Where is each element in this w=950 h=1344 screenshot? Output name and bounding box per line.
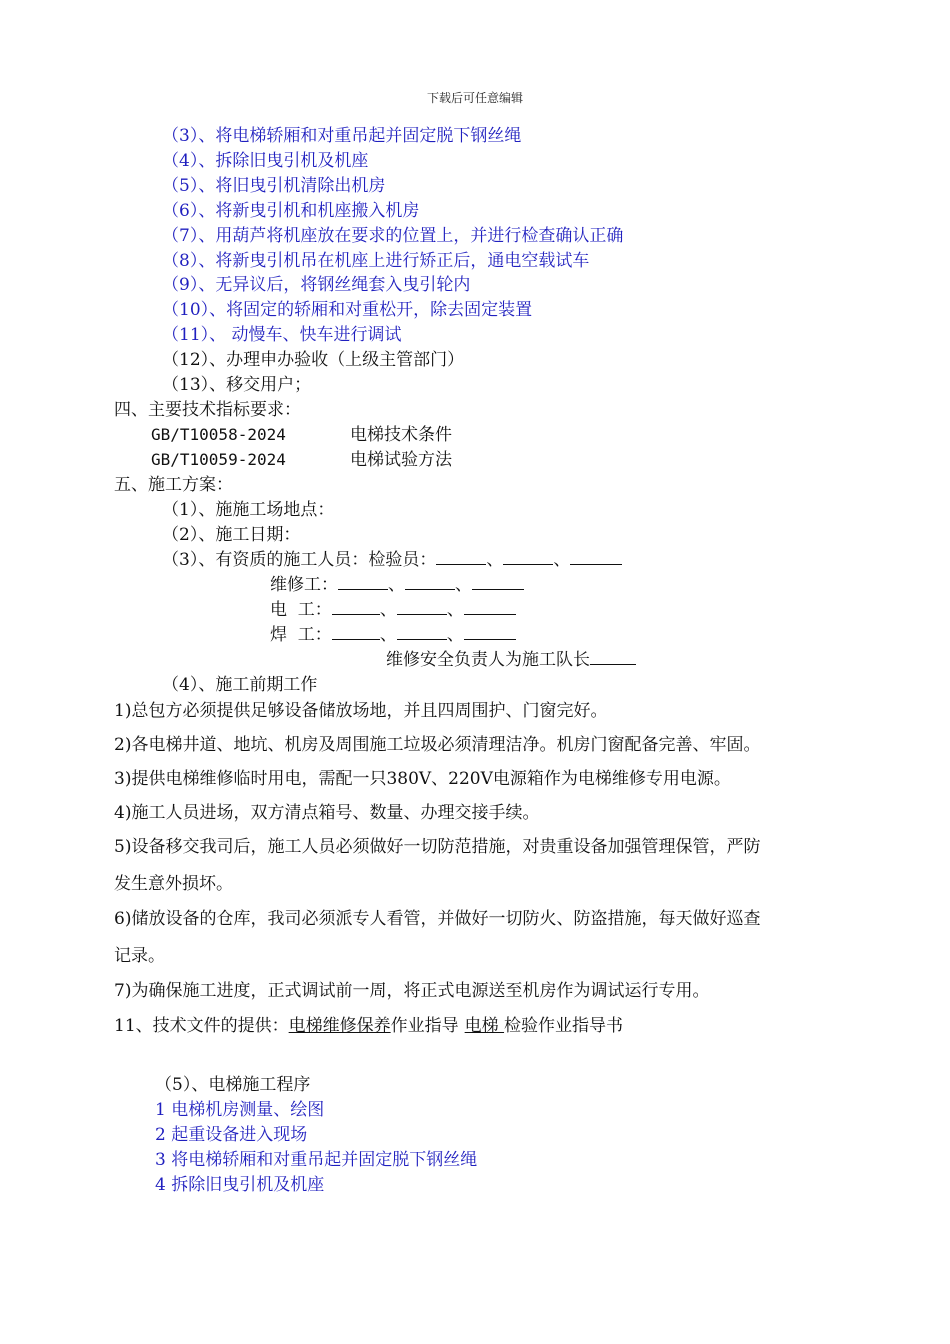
separator: 、 xyxy=(486,550,504,570)
separator: 、 xyxy=(388,575,405,595)
paragraph: 2)各电梯井道、地坑、机房及周围施工垃圾必须清理洁净。机房门窗配备完善、牢固。 xyxy=(114,735,761,755)
procedure-step: 2 起重设备进入现场 xyxy=(155,1125,308,1145)
step-line: （5）、将旧曳引机清除出机房 xyxy=(162,176,386,196)
procedure-step: 4 拆除旧曳引机及机座 xyxy=(155,1175,325,1195)
paragraph: 7)为确保施工进度，正式调试前一周，将正式电源送至机房作为调试运行专用。 xyxy=(114,981,710,1001)
inspector-blank xyxy=(503,550,553,565)
standard-code: GB/T10059-2024 xyxy=(151,450,286,469)
electric-blank xyxy=(464,600,516,615)
step-line: （6）、将新曳引机和机座搬入机房 xyxy=(162,201,420,221)
separator: 、 xyxy=(446,625,464,645)
tech-docs-suffix: 检验作业指导书 xyxy=(504,1016,624,1036)
electric-blank xyxy=(332,600,380,615)
step-line: （10）、将固定的轿厢和对重松开，除去固定装置 xyxy=(162,300,533,320)
plan-item: （2）、施工日期： xyxy=(162,525,301,545)
safety-label: 维修安全负责人为施工队长 xyxy=(386,650,590,670)
repair-blank xyxy=(472,575,524,590)
separator: 、 xyxy=(455,575,472,595)
repair-label: 维修工： xyxy=(270,575,338,595)
weld-label: 焊 工： xyxy=(270,625,332,645)
paragraph: 发生意外损坏。 xyxy=(114,874,233,894)
step-line: （3）、将电梯轿厢和对重吊起并固定脱下钢丝绳 xyxy=(162,126,522,146)
paragraph: 1)总包方必须提供足够设备储放场地，并且四周围护、门窗完好。 xyxy=(114,701,608,721)
repair-blank xyxy=(338,575,388,590)
weld-blank xyxy=(397,625,447,640)
step-line: （13）、移交用户； xyxy=(162,375,312,395)
plan-item: （5）、电梯施工程序 xyxy=(155,1075,311,1095)
step-line: （11）、 动慢车、快车进行调试 xyxy=(162,325,402,345)
safety-blank xyxy=(590,650,636,665)
personnel-repair-row xyxy=(270,574,524,596)
procedure-step: 1 电梯机房测量、绘图 xyxy=(155,1100,325,1120)
electric-label: 电 工： xyxy=(270,600,332,620)
plan-item: （4）、施工前期工作 xyxy=(162,675,318,695)
repair-blank xyxy=(405,575,455,590)
step-line: （4）、拆除旧曳引机及机座 xyxy=(162,151,369,171)
separator: 、 xyxy=(553,550,571,570)
step-line: （12）、办理申办验收（上级主管部门） xyxy=(162,350,465,370)
weld-blank xyxy=(332,625,380,640)
step-line: （9）、无异议后，将钢丝绳套入曳引轮内 xyxy=(162,275,471,295)
electric-blank xyxy=(397,600,447,615)
procedure-step: 3 将电梯轿厢和对重吊起并固定脱下钢丝绳 xyxy=(155,1150,478,1170)
paragraph: 4)施工人员进场，双方清点箱号、数量、办理交接手续。 xyxy=(114,803,540,823)
section-heading: 五、施工方案： xyxy=(114,475,233,495)
section-heading: 四、主要技术指标要求： xyxy=(114,400,301,420)
elevator-doc-link[interactable]: 电梯 xyxy=(464,1016,505,1036)
step-line: （8）、将新曳引机吊在机座上进行矫正后，通电空载试车 xyxy=(162,251,590,271)
standard-name: 电梯试验方法 xyxy=(350,450,452,470)
personnel-electric-row xyxy=(270,599,516,621)
safety-officer-row xyxy=(386,649,636,671)
tech-docs-prefix: 11、技术文件的提供： xyxy=(114,1016,289,1036)
page-header: 下载后可任意编辑 xyxy=(426,91,523,105)
inspector-blank xyxy=(436,550,486,565)
standard-name: 电梯技术条件 xyxy=(350,425,452,445)
separator: 、 xyxy=(379,625,397,645)
personnel-inspector-row xyxy=(162,549,622,571)
separator: 、 xyxy=(379,600,397,620)
inspector-label: （3）、有资质的施工人员：检验员： xyxy=(162,550,437,570)
maintenance-doc-link[interactable]: 电梯维修保养 xyxy=(288,1016,391,1036)
weld-blank xyxy=(464,625,516,640)
tech-docs-line xyxy=(114,1015,623,1037)
inspector-blank xyxy=(570,550,622,565)
paragraph: 6)储放设备的仓库，我司必须派专人看管，并做好一切防火、防盗措施，每天做好巡查 xyxy=(114,909,761,929)
plan-item: （1）、施施工场地点： xyxy=(162,500,335,520)
personnel-weld-row xyxy=(270,624,516,646)
standard-code: GB/T10058-2024 xyxy=(151,425,286,444)
paragraph: 5)设备移交我司后，施工人员必须做好一切防范措施，对贵重设备加强管理保管，严防 xyxy=(114,837,761,857)
step-line: （7）、用葫芦将机座放在要求的位置上，并进行检查确认正确 xyxy=(162,226,624,246)
paragraph: 3)提供电梯维修临时用电，需配一只380V、220V电源箱作为电梯维修专用电源。 xyxy=(114,769,731,789)
separator: 、 xyxy=(446,600,464,620)
paragraph: 记录。 xyxy=(114,946,165,966)
tech-docs-mid: 作业指导 xyxy=(390,1016,459,1036)
